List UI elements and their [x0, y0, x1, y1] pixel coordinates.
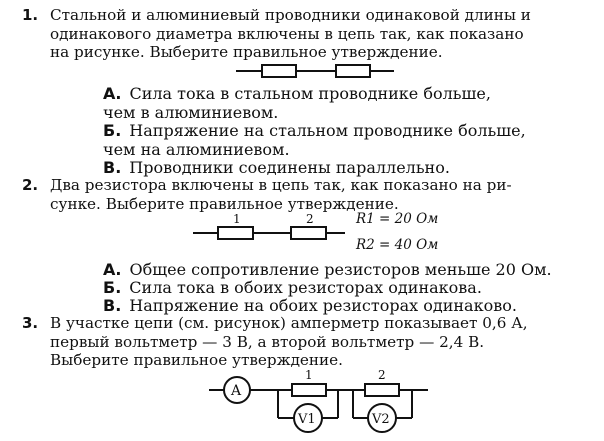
r1-value: R1 = 20 Ом — [356, 211, 439, 227]
question-number: 1. — [22, 6, 39, 24]
q3-resistor-1 — [292, 384, 326, 396]
resistor-steel — [262, 65, 296, 77]
q3-resistor-1-label: 1 — [305, 368, 313, 382]
voltmeter-1-label: V1 — [298, 412, 316, 427]
q1-circuit — [236, 65, 394, 77]
q3-resistor-2-label: 2 — [378, 368, 386, 382]
ammeter-label: A — [231, 383, 242, 399]
q2-circuit — [193, 227, 345, 239]
q1-option-a: А. Сила тока в стальном проводнике больше, чем в алюминиевом. — [103, 84, 491, 122]
q1-option-c: В. Проводники соединены параллельно. — [103, 158, 450, 177]
question-text: Два резистора включены в цепь так, как показано на ри- сунке. Выберите правильное утверждение. — [50, 176, 512, 213]
question-number: 3. — [22, 314, 39, 332]
resistor-2 — [291, 227, 326, 239]
resistor-2-label: 2 — [306, 212, 314, 226]
q2-option-a: А. Общее сопротивление резисторов меньше 20 Ом. — [103, 260, 552, 279]
q1-option-b: Б. Напряжение на стальном проводнике больше, чем на алюминиевом. — [103, 121, 526, 159]
resistor-1 — [218, 227, 253, 239]
q2-option-b: Б. Сила тока в обоих резисторах одинакова. — [103, 278, 482, 297]
q3-circuit — [209, 377, 428, 432]
question-text: Стальной и алюминиевый проводники одинаковой длины и одинакового диаметра включены в цепь так, как показано на рисунке. Выберите правильное утверждение. — [50, 6, 531, 61]
q3-resistor-2 — [365, 384, 399, 396]
question-text: В участке цепи (см. рисунок) амперметр показывает 0,6 А, первый вольтметр — 3 В, а второй вольтметр — 2,4 В. Выберите правильное утверждение. — [50, 314, 528, 369]
voltmeter-2-label: V2 — [372, 412, 390, 427]
q2-option-c: В. Напряжение на обоих резисторах одинаково. — [103, 296, 517, 315]
question-number: 2. — [22, 176, 39, 194]
resistor-1-label: 1 — [233, 212, 241, 226]
r2-value: R2 = 40 Ом — [356, 237, 439, 253]
resistor-aluminum — [336, 65, 370, 77]
